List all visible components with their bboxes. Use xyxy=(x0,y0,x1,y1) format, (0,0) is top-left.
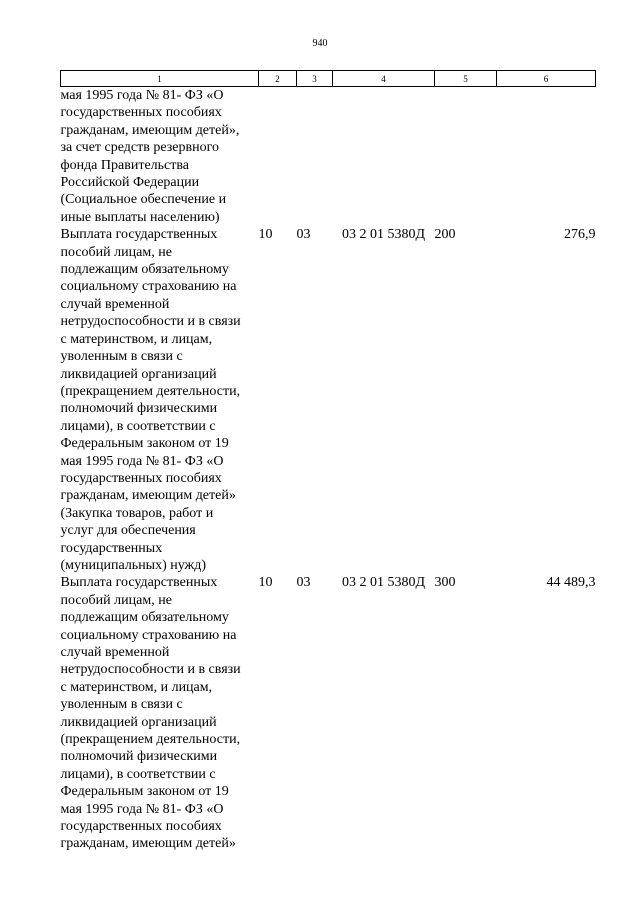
description-line: государственных xyxy=(60,540,163,556)
description-line: случай временной xyxy=(60,645,170,660)
description-line: уволенным в связи с xyxy=(60,349,183,365)
description-line: лицами), в соответствии с xyxy=(60,766,216,782)
description-line: (Закупка товаров, работ и xyxy=(60,505,214,521)
description-line: государственных пособиях xyxy=(60,105,222,121)
section-code-cell: 10 xyxy=(258,575,273,591)
description-line: за счет средств резервного xyxy=(60,140,219,156)
description-line: Федеральным законом от 19 xyxy=(60,436,229,452)
description-line: мая 1995 года № 81- ФЗ «О xyxy=(60,453,224,469)
description-line: государственных пособиях xyxy=(60,819,222,835)
amount-cell xyxy=(497,87,596,227)
table-row xyxy=(61,226,596,574)
description-line: случай временной xyxy=(60,296,170,312)
description-line: с материнством, и лицам, xyxy=(60,331,213,347)
description-line: Выплата государственных xyxy=(60,227,218,243)
expense-type-cell xyxy=(435,87,497,227)
target-article-cell: 03 2 01 5380Д xyxy=(341,575,426,591)
description-line: (Социальное обеспечение и xyxy=(60,192,227,208)
description-line: пособий лицам, не xyxy=(60,244,172,260)
target-article-cell xyxy=(333,87,435,227)
column-header-5: 5 xyxy=(435,71,497,87)
description-line: ликвидацией организаций xyxy=(60,366,217,382)
expense-type-cell: 300 xyxy=(434,575,456,591)
subsection-code-cell xyxy=(297,87,333,227)
description-line: (прекращением деятельности, xyxy=(60,383,241,399)
description-line: нетрудоспособности и в связи xyxy=(60,662,241,678)
column-header-2: 2 xyxy=(259,71,297,87)
description-line: мая 1995 года № 81- ФЗ «О xyxy=(60,801,224,817)
description-line: подлежащим обязательному xyxy=(60,262,229,278)
column-header-3: 3 xyxy=(297,71,333,87)
column-number-row xyxy=(61,71,596,87)
description-line: полномочий физическими xyxy=(60,749,218,765)
description-line: услуг для обеспечения xyxy=(60,523,196,539)
budget-table xyxy=(60,70,596,853)
subsection-code-cell: 03 xyxy=(296,575,311,591)
amount-cell: 44 489,3 xyxy=(546,575,596,591)
description-line: (прекращением деятельности, xyxy=(60,732,241,748)
description-line: Федеральным законом от 19 xyxy=(60,784,229,800)
description-line: Российской Федерации xyxy=(60,175,200,191)
description-line: мая 1995 года № 81- ФЗ «О xyxy=(60,88,224,103)
description-line: нетрудоспособности и в связи xyxy=(60,314,241,330)
table-row xyxy=(61,87,596,227)
description-line: подлежащим обязательному xyxy=(60,610,229,626)
description-line: гражданам, имеющим детей» xyxy=(60,836,236,852)
target-article-cell: 03 2 01 5380Д xyxy=(341,227,426,243)
description-cell xyxy=(61,87,259,227)
section-code-cell xyxy=(259,87,297,227)
description-line: с материнством, и лицам, xyxy=(60,679,213,695)
table-body xyxy=(61,87,596,853)
description-line: уволенным в связи с xyxy=(60,697,183,713)
description-line: (муниципальных) нужд) xyxy=(60,557,207,573)
description-line: социальному страхованию на xyxy=(60,627,237,643)
description-line: иные выплаты населению) xyxy=(60,209,220,225)
description-line: гражданам, имеющим детей» xyxy=(60,488,236,504)
description-line: ликвидацией организаций xyxy=(60,714,217,730)
description-line: пособий лицам, не xyxy=(60,592,172,608)
description-line: полномочий физическими xyxy=(60,401,218,417)
column-header-1: 1 xyxy=(61,71,259,87)
column-header-6: 6 xyxy=(497,71,596,87)
subsection-code-cell: 03 xyxy=(296,227,311,243)
description-cell xyxy=(61,226,259,574)
description-line: социальному страхованию на xyxy=(60,279,237,295)
expense-type-cell: 200 xyxy=(434,227,456,243)
page-number: 940 xyxy=(312,38,328,49)
section-code-cell: 10 xyxy=(258,227,273,243)
description-line: лицами), в соответствии с xyxy=(60,418,216,434)
table-row xyxy=(61,574,596,853)
description-line: фонда Правительства xyxy=(60,157,190,173)
description-line: гражданам, имеющим детей», xyxy=(60,122,240,138)
column-header-4: 4 xyxy=(333,71,435,87)
description-line: Выплата государственных xyxy=(60,575,218,591)
amount-cell: 276,9 xyxy=(564,227,596,243)
description-line: государственных пособиях xyxy=(60,470,222,486)
description-cell xyxy=(61,574,259,853)
